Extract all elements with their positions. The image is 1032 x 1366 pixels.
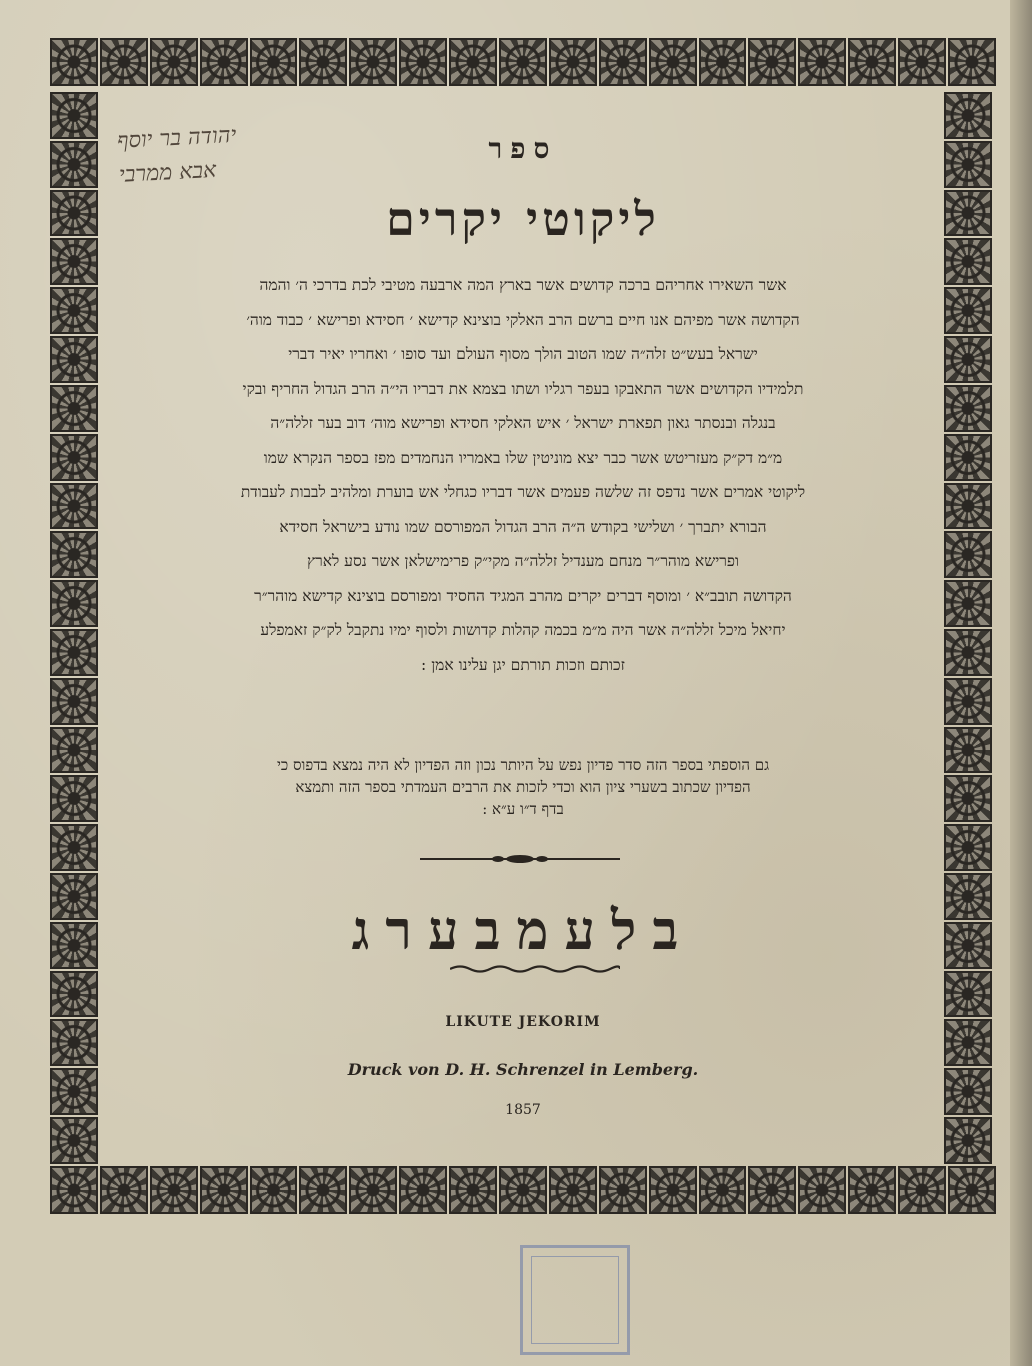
border-tile — [699, 38, 747, 86]
library-stamp-inner — [531, 1256, 619, 1344]
border-tile — [50, 385, 98, 432]
border-tile — [349, 1166, 397, 1214]
addition-line: גם הוספתי בספר הזה סדר פדיון נפש על היותר נכון וזה הפדיון לא היה נמצא בדפוס כי — [276, 756, 770, 774]
border-tile — [50, 1117, 98, 1164]
border-tile — [944, 238, 992, 285]
border-tile — [50, 727, 98, 774]
border-tile — [599, 1166, 647, 1214]
border-tile — [944, 971, 992, 1018]
border-tile — [299, 38, 347, 86]
border-tile — [399, 38, 447, 86]
book-spine — [1010, 0, 1032, 1366]
description-line: אשר השאירו אחריהם ברכה קדושים אשר בארץ המה ארבעה מטיבי לכת בדרכי ה׳ והמה — [259, 276, 787, 294]
border-tile — [299, 1166, 347, 1214]
description-line: יחיאל מיכל זללה״ה אשר היה מ״מ בכמה קהלות קדושות ולסוף ימיו נתקבל לק״ק זאמפלע — [260, 621, 786, 639]
border-tile — [944, 727, 992, 774]
border-tile — [399, 1166, 447, 1214]
addition-note — [124, 754, 922, 820]
border-tile — [944, 873, 992, 920]
border-tile — [349, 38, 397, 86]
border-tile — [50, 580, 98, 627]
border-tile — [50, 38, 98, 86]
border-tile — [200, 38, 248, 86]
border-tile — [649, 1166, 697, 1214]
border-left — [50, 92, 102, 1164]
description-line: מ״מ דק״ק מעזריטש אשר כבר יצא מוניטין שלו באמריו הנחמדים מפז בספר הנקרא שמו — [263, 448, 783, 467]
border-tile — [50, 531, 98, 578]
border-tile — [944, 1019, 992, 1066]
border-tile — [50, 873, 98, 920]
border-tile — [449, 1166, 497, 1214]
border-tile — [944, 629, 992, 676]
addition-line: בדף ד״ו ע״א : — [482, 800, 564, 818]
border-tile — [748, 1166, 796, 1214]
border-tile — [50, 824, 98, 871]
border-tile — [848, 1166, 896, 1214]
handwritten-line: יהודה בר יוסף — [116, 122, 237, 154]
border-tile — [200, 1166, 248, 1214]
border-tile — [50, 287, 98, 334]
latin-title: LIKUTE JEKORIM — [445, 1014, 601, 1030]
border-tile — [944, 92, 992, 139]
border-tile — [50, 971, 98, 1018]
border-tile — [499, 38, 547, 86]
handwritten-line: אבא ממרבי — [118, 157, 217, 188]
border-tile — [944, 824, 992, 871]
border-tile — [150, 38, 198, 86]
border-tile — [100, 38, 148, 86]
book-title: ליקוטי יקרים — [386, 192, 660, 246]
border-tile — [944, 336, 992, 383]
border-tile — [50, 92, 98, 139]
border-tile — [944, 141, 992, 188]
border-tile — [898, 1166, 946, 1214]
printer-line: Druck von D. H. Schrenzel in Lemberg. — [347, 1060, 699, 1079]
border-tile — [798, 38, 846, 86]
description-line: תלמידיו הקדושים אשר התאבקו בעפר רגליו ושתו בצמא את דבריו הי״ה הרב הגדול החריף ובקי — [242, 379, 804, 398]
border-tile — [944, 385, 992, 432]
title-page-content — [110, 98, 936, 1156]
border-tile — [50, 483, 98, 530]
border-tile — [250, 1166, 298, 1214]
border-tile — [50, 336, 98, 383]
border-tile — [798, 1166, 846, 1214]
border-tile — [944, 775, 992, 822]
description-line: הקדושה אשר מפיהם אנו חיים ברשם הרב האלקי בוצינא קדישא ׳ חסידא ופרישא ׳ כבוד מוה׳ — [246, 310, 800, 329]
description-line: הבורא יתברך ׳ ושלישי בקודש ה״ה הרב הגדול המפורסם שמו נודע בישראל חסידא — [279, 517, 767, 536]
city-name: בלעמבערג — [351, 898, 695, 962]
border-tile — [944, 1068, 992, 1115]
border-tile — [948, 38, 996, 86]
border-tile — [50, 775, 98, 822]
border-tile — [50, 434, 98, 481]
library-stamp — [520, 1245, 630, 1355]
border-tile — [948, 1166, 996, 1214]
border-tile — [944, 483, 992, 530]
border-tile — [50, 238, 98, 285]
border-tile — [944, 580, 992, 627]
border-bottom — [50, 1166, 996, 1218]
publication-year: 1857 — [505, 1102, 541, 1118]
border-tile — [449, 38, 497, 86]
description — [128, 268, 918, 682]
border-tile — [549, 1166, 597, 1214]
border-tile — [649, 38, 697, 86]
border-tile — [944, 922, 992, 969]
ornamental-divider — [420, 854, 620, 864]
description-line: בנגלה ובנסתר גאון תפארת ישראל ׳ איש האלקי חסידא ופרישא מוה׳ דוב בער זללה״ה — [270, 414, 776, 432]
border-tile — [699, 1166, 747, 1214]
border-tile — [944, 190, 992, 237]
description-line: ליקוטי אמרים אשר נדפס זה שלשה פעמים אשר דבריו כגחלי אש בוערת ומלהיב לבבות לעבודת — [240, 483, 806, 501]
border-tile — [150, 1166, 198, 1214]
border-tile — [50, 1166, 98, 1214]
border-tile — [50, 1019, 98, 1066]
border-tile — [944, 531, 992, 578]
border-tile — [748, 38, 796, 86]
border-top — [50, 38, 996, 90]
border-tile — [499, 1166, 547, 1214]
border-tile — [599, 38, 647, 86]
border-tile — [549, 38, 597, 86]
border-tile — [944, 678, 992, 725]
border-tile — [50, 141, 98, 188]
border-tile — [848, 38, 896, 86]
border-tile — [50, 678, 98, 725]
border-tile — [944, 287, 992, 334]
border-tile — [944, 1117, 992, 1164]
border-tile — [944, 434, 992, 481]
border-tile — [50, 1068, 98, 1115]
sefer-label: ספר — [488, 132, 558, 165]
description-line: ופרישא מוהר״ר מנחם מענדיל זללה״ה מקי״ק פרימישלאן אשר נסע לארץ — [307, 552, 739, 570]
border-tile — [50, 629, 98, 676]
description-line: ישראל בעש״ט זלה״ה שמו הטוב הולך מסוף העולם ועד סופו ׳ ואחריו יאיר דברי — [288, 345, 758, 363]
description-line: הקדושה תובב״א ׳ ומוסף דברים יקרים מהרב המגיד החסיד ומפורסם בוצינא קדישא מוהר״ר — [254, 586, 792, 605]
border-tile — [898, 38, 946, 86]
border-tile — [50, 922, 98, 969]
border-right — [944, 92, 996, 1164]
border-tile — [250, 38, 298, 86]
description-line: זכותם וזכות תורתם יגן עלינו אמן : — [421, 655, 625, 674]
border-tile — [100, 1166, 148, 1214]
wave-ornament — [450, 964, 620, 974]
addition-line: הפדיון שכתוב בשערי ציון הוא וכדי לזכות את הרבים העמדתי בספר הזה ותמצא — [295, 778, 751, 796]
border-tile — [50, 190, 98, 237]
